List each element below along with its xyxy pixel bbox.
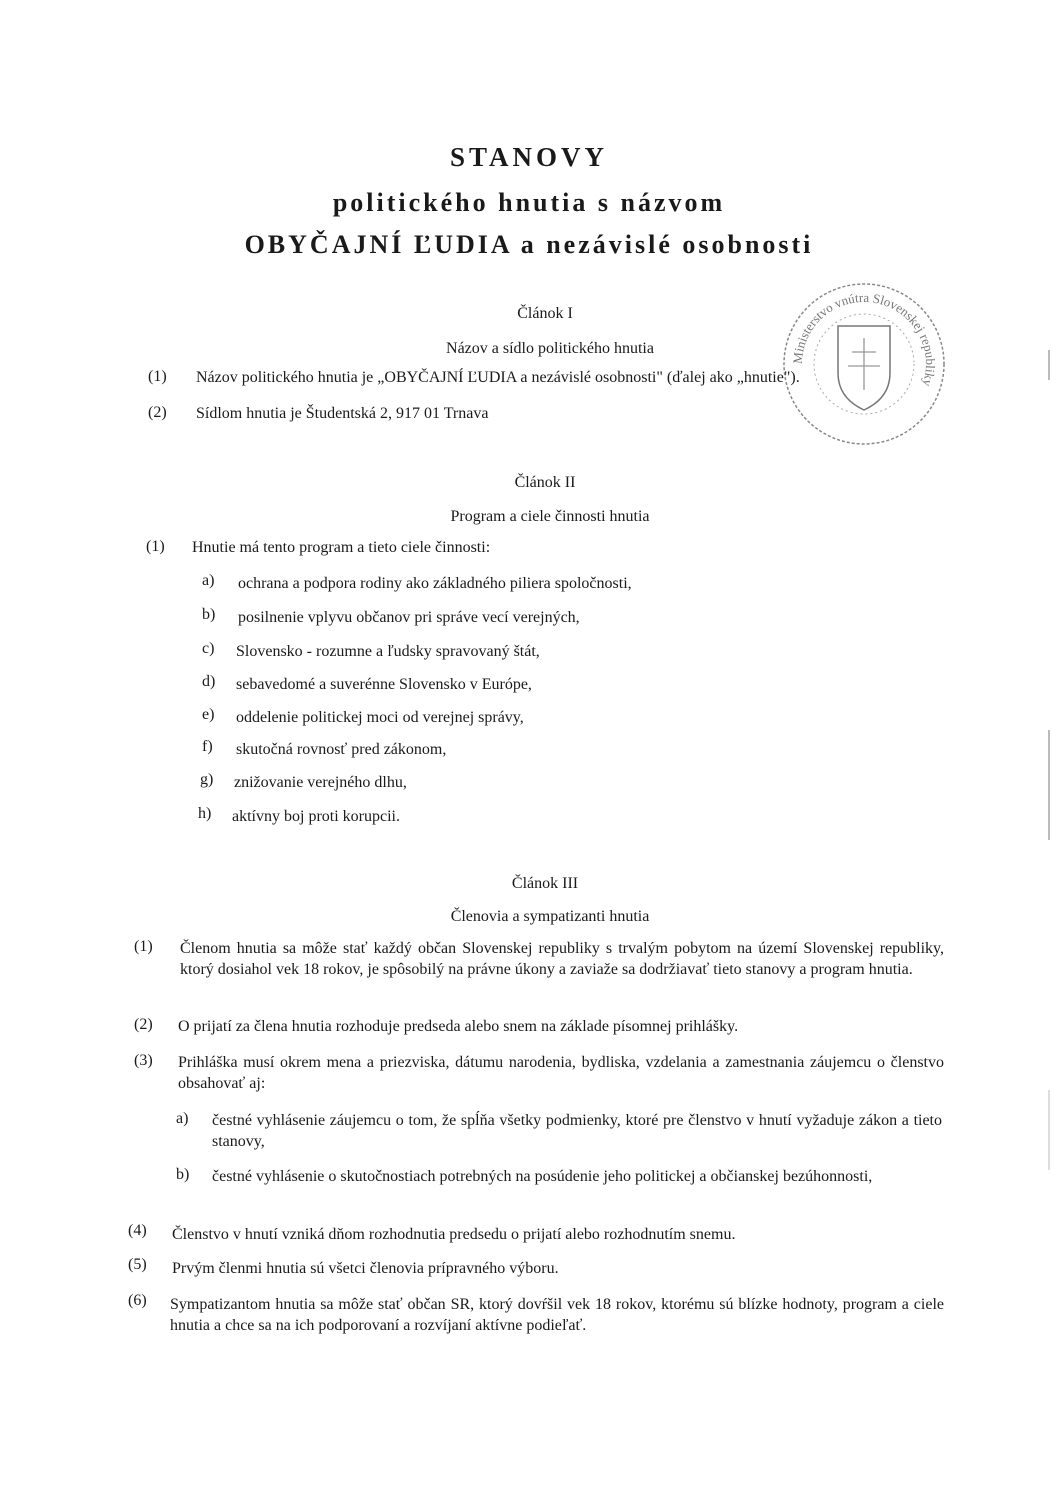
document-title: STANOVY — [449, 142, 609, 172]
article-3-subheading: Členovia a sympatizanti hnutia — [450, 908, 650, 925]
article-3-item-6-text: Sympatizantom hnutia sa môže stať občan SR, ktorý dovŕšil vek 18 rokov, ktorému sú blízke hodnoty, program a ciele hnutia a chce sa na ich podporovaní a rozvíjaní aktívne podieľať. — [170, 1296, 944, 1334]
scan-edge-mark — [1048, 1090, 1050, 1170]
goal-h-letter: h) — [198, 805, 212, 822]
article-1-item-2-number: (2) — [148, 404, 167, 421]
article-1-subheading: Názov a sídlo politického hnutia — [446, 340, 654, 357]
stamp-text: Ministerstvo vnútra Slovenskej republiky — [789, 289, 939, 389]
goal-c-text: Slovensko - rozumne a ľudsky spravovaný štát, — [236, 643, 540, 660]
requirement-a-letter: a) — [176, 1110, 189, 1127]
goal-g-text: znižovanie verejného dlhu, — [234, 774, 407, 791]
article-1-item-1-number: (1) — [148, 368, 167, 385]
article-1-heading: Článok I — [517, 305, 573, 322]
goal-b-text: posilnenie vplyvu občanov pri správe vecí verejných, — [238, 609, 580, 626]
goal-f-text: skutočná rovnosť pred zákonom, — [236, 741, 447, 758]
goal-a-letter: a) — [202, 572, 215, 589]
goal-a-text: ochrana a podpora rodiny ako základného piliera spoločnosti, — [238, 575, 632, 592]
article-3-item-4-text: Členstvo v hnutí vzniká dňom rozhodnutia predsedu o prijatí alebo rozhodnutím snemu. — [172, 1226, 736, 1243]
article-3-item-2-text: O prijatí za člena hnutia rozhoduje predseda alebo snem na základe písomnej prihlášky. — [178, 1018, 739, 1035]
requirement-b-text: čestné vyhlásenie o skutočnostiach potrebných na posúdenie jeho politickej a občianskej bezúhonnosti, — [212, 1168, 873, 1185]
article-3-item-5-number: (5) — [128, 1256, 147, 1273]
article-1-item-1-text: Názov politického hnutia je „OBYČAJNÍ ĽUDIA a nezávislé osobnosti" (ďalej ako „hnutie"). — [196, 369, 800, 386]
article-3-item-3-text: Prihláška musí okrem mena a priezviska, dátumu narodenia, bydliska, vzdelania a zamestnania záujemcu o členstvo obsahovať aj: — [178, 1054, 944, 1092]
article-2-subheading: Program a ciele činnosti hnutia — [450, 508, 650, 525]
article-2-heading: Článok II — [514, 474, 576, 491]
document-subtitle: politického hnutia s názvom — [332, 188, 726, 217]
article-3-item-1-number: (1) — [134, 938, 153, 955]
goal-d-letter: d) — [202, 673, 216, 690]
requirement-a-text: čestné vyhlásenie záujemcu o tom, že spĺňa všetky podmienky, ktoré pre členstvo v hnutí vyžaduje zákon a tieto stanovy, — [212, 1112, 942, 1150]
article-3-item-5-text: Prvým členmi hnutia sú všetci členovia prípravného výboru. — [172, 1260, 559, 1277]
goal-d-text: sebavedomé a suverénne Slovensko v Európe, — [236, 676, 532, 693]
goal-e-letter: e) — [202, 706, 215, 723]
goal-h-text: aktívny boj proti korupcii. — [232, 808, 400, 825]
goal-c-letter: c) — [202, 640, 215, 657]
goal-g-letter: g) — [200, 771, 214, 788]
article-3-item-2-number: (2) — [134, 1016, 153, 1033]
article-3-item-6-number: (6) — [128, 1292, 147, 1309]
article-3-heading: Článok III — [511, 875, 579, 892]
article-3-item-3-number: (3) — [134, 1052, 153, 1069]
article-3-item-1-text: Členom hnutia sa môže stať každý občan Slovenskej republiky s trvalým pobytom na území Slovenskej republiky, ktorý dosiahol vek 18 rokov, je spôsobilý na právne úkony a zaviaže sa dodržiavať tieto stanovy a program hnutia. — [180, 940, 944, 978]
goal-b-letter: b) — [202, 606, 216, 623]
official-stamp — [778, 278, 950, 450]
scan-edge-mark — [1048, 730, 1050, 840]
article-3-item-4-number: (4) — [128, 1222, 147, 1239]
goal-e-text: oddelenie politickej moci od verejnej správy, — [236, 709, 524, 726]
article-1-item-2-text: Sídlom hnutia je Študentská 2, 917 01 Trnava — [196, 405, 489, 422]
requirement-b-letter: b) — [176, 1166, 190, 1183]
scan-edge-mark — [1048, 350, 1050, 380]
goal-f-letter: f) — [202, 738, 213, 755]
article-2-item-1-number: (1) — [146, 538, 165, 555]
movement-name: OBYČAJNÍ ĽUDIA a nezávislé osobnosti — [244, 230, 814, 259]
article-2-intro: Hnutie má tento program a tieto ciele činnosti: — [192, 539, 491, 556]
